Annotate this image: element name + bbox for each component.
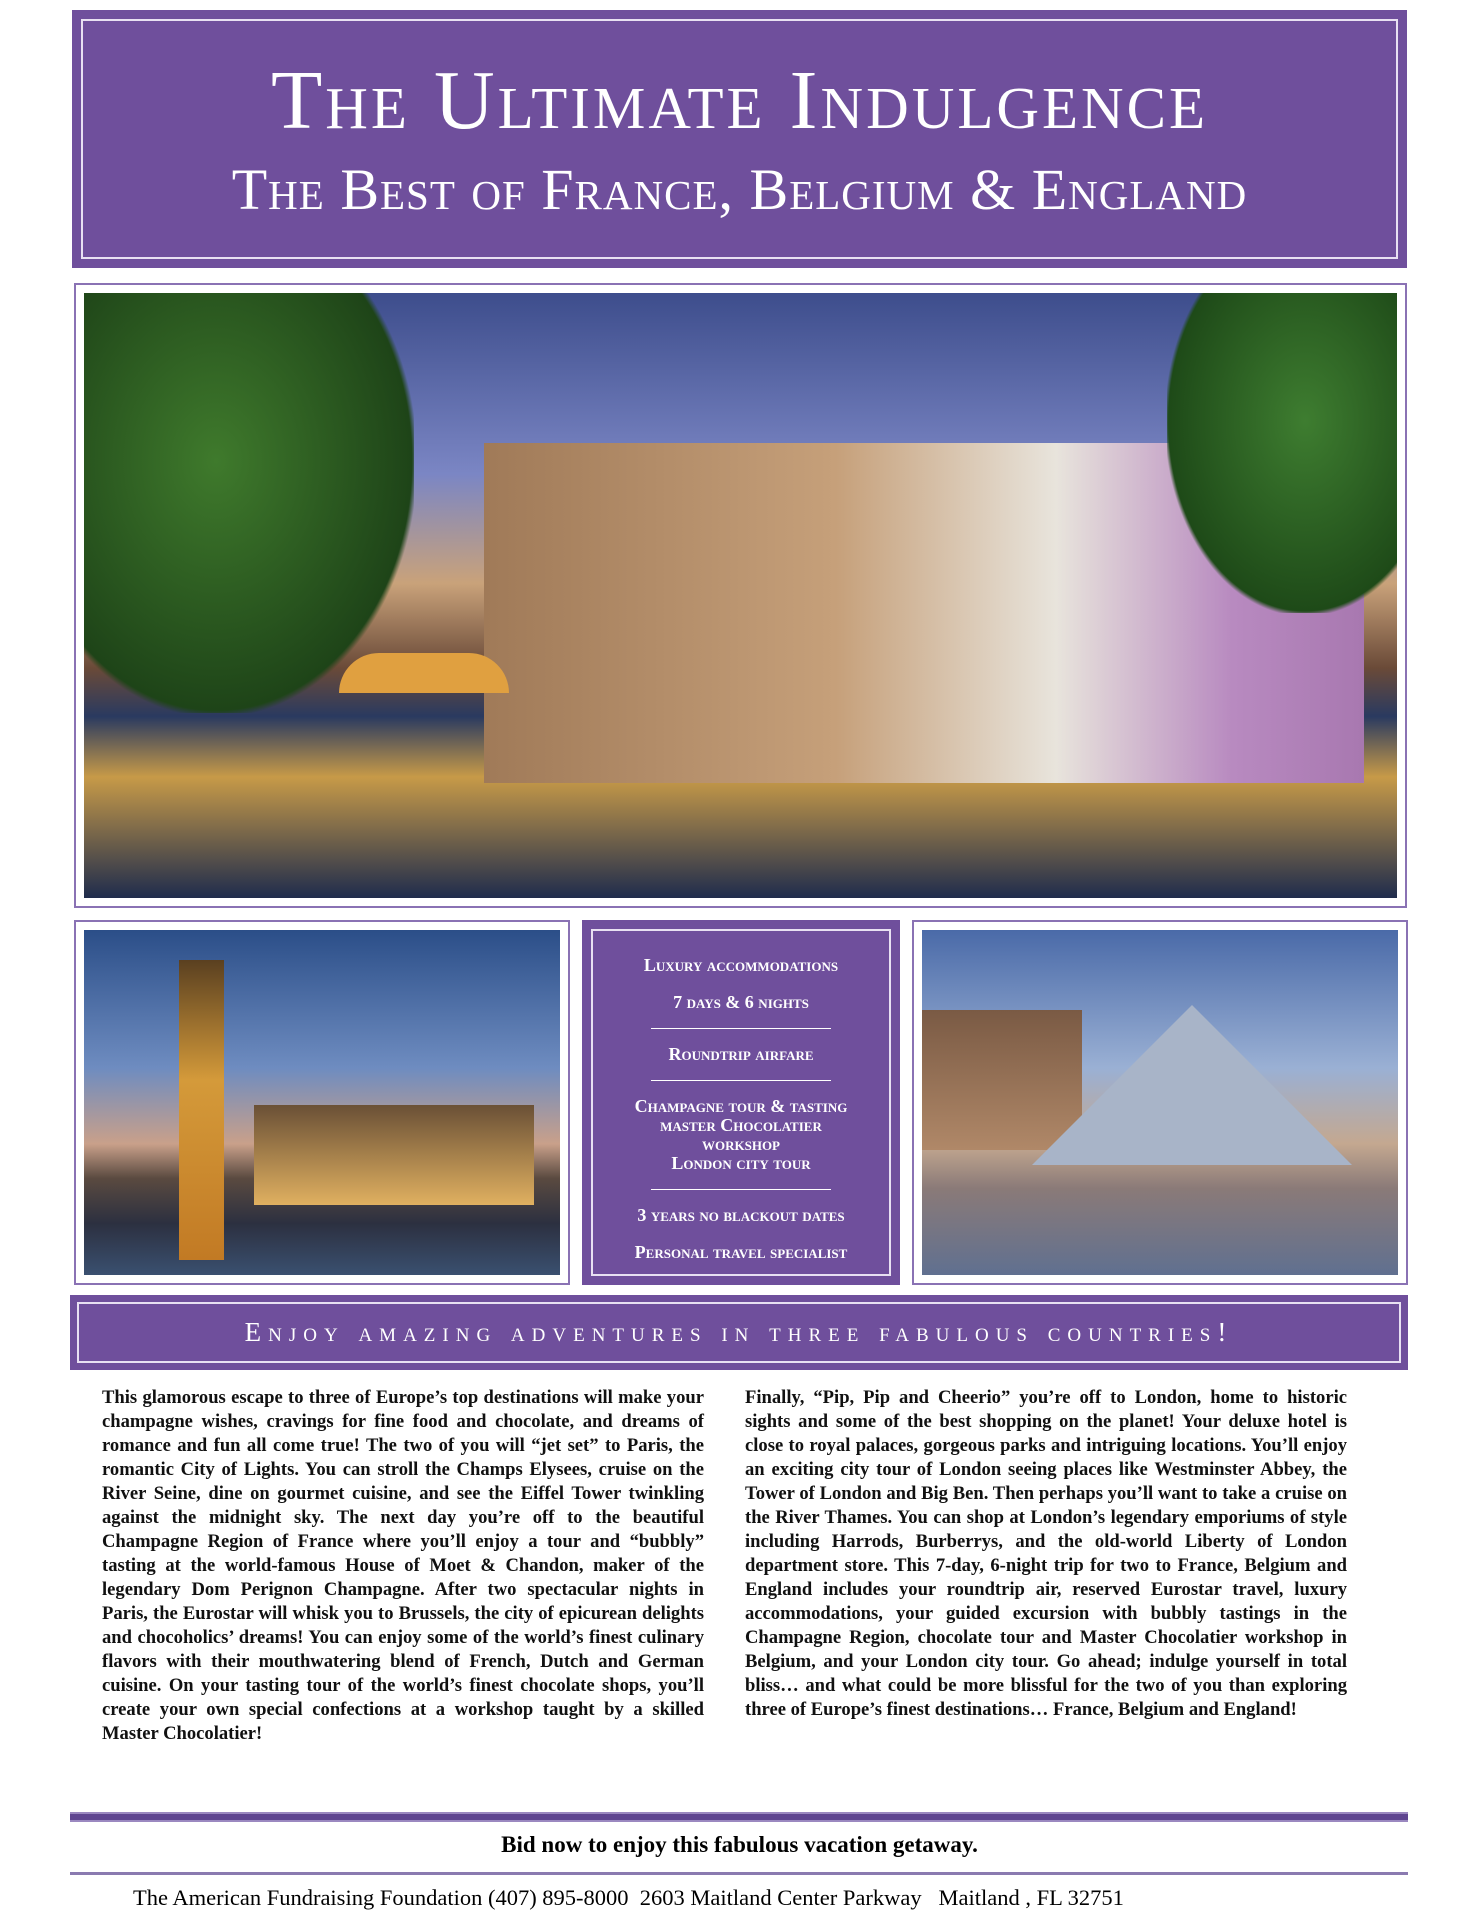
louvre-pyramid-photo [922,930,1398,1275]
bruges-canal-photo-frame [74,283,1407,908]
divider [651,1189,831,1190]
bid-call-to-action: Bid now to enjoy this fabulous vacation getaway. [501,1832,978,1857]
feature-item: Personal travel specialist [634,1242,848,1262]
feature-item: London city tour [671,1153,811,1173]
features-box [582,920,900,1285]
page-subtitle: The Best of France, Belgium & England [231,157,1248,222]
louvre-photo-frame [912,920,1408,1285]
body-column-right: Finally, “Pip, Pip and Cheerio” you’re off to London, home to historic sights and some of the best shopping on the planet! Your deluxe hotel is close to royal palaces, gorgeous parks and intriguing locations. You’ll enjoy an exciting city tour of London seeing places like Westminster Abbey, the Tower of London and Big Ben. Then perhaps you’ll want to take a cruise on the River Thames. You can shop at London’s legendary emporiums of style including Harrods, Burberrys, and the old-world Liberty of London department store. This 7-day, 6-night trip for two to France, Belgium and England includes your roundtrip air, reserved Eurostar travel, luxury accommodations, your guided excursion with bubbly tastings in the Champagne Region, chocolate tour and Master Chocolatier workshop in Belgium, and your London city tour. Go ahead; indulge yourself in total bliss… and what could be more blissful for the two of you than exploring three of Europe’s finest destinations… France, Belgium and England! [745,1387,1347,1720]
feature-item: Champagne tour & tasting [634,1096,848,1116]
body-column-left: This glamorous escape to three of Europe’s top destinations will make your champagne wishes, cravings for fine food and chocolate, and dreams of romance and fun all come true! The two of you will “jet set” to Paris, the romantic City of Lights. You can stroll the Champs Elysees, cruise on the River Seine, dine on gourmet cuisine, and see the Eiffel Tower twinkling against the midnight sky. The next day you’re off to the beautiful Champagne Region of France where you’ll enjoy a tour and “bubbly” tasting at the world-famous House of Moet & Chandon, maker of the legendary Dom Perignon Champagne. After two spectacular nights in Paris, the Eurostar will whisk you to Brussels, the city of epicurean delights and chocoholics’ dreams! You can enjoy some of the world’s finest culinary flavors with their mouthwatering blend of French, Dutch and German cuisine. On your tasting tour of the world’s finest chocolate shops, you’ll create your own special confections at a workshop taught by a skilled Master Chocolatier! [102,1387,704,1744]
footer-divider [70,1812,1408,1822]
header-banner [72,10,1407,268]
organization-address: The American Fundraising Foundation (407) 895-8000 2603 Maitland Center Parkway Maitland , FL 32751 [133,1885,1124,1910]
footer-rule [70,1872,1408,1875]
feature-item: master Chocolatier [660,1115,822,1135]
feature-item: 3 years no blackout dates [637,1205,845,1225]
feature-item: Luxury accommodations [643,955,839,975]
feature-item: Roundtrip airfare [668,1044,814,1064]
big-ben-photo [84,930,560,1275]
section-banner [70,1295,1408,1370]
feature-item: workshop [701,1134,780,1154]
london-photo-frame [74,920,570,1285]
bruges-canal-photo [84,293,1397,898]
banner-text: Enjoy amazing adventures in three fabulous countries! [77,1302,1401,1363]
divider [651,1028,831,1029]
page-title: The Ultimate Indulgence [270,54,1209,147]
feature-item: 7 days & 6 nights [673,992,809,1012]
divider [651,1080,831,1081]
